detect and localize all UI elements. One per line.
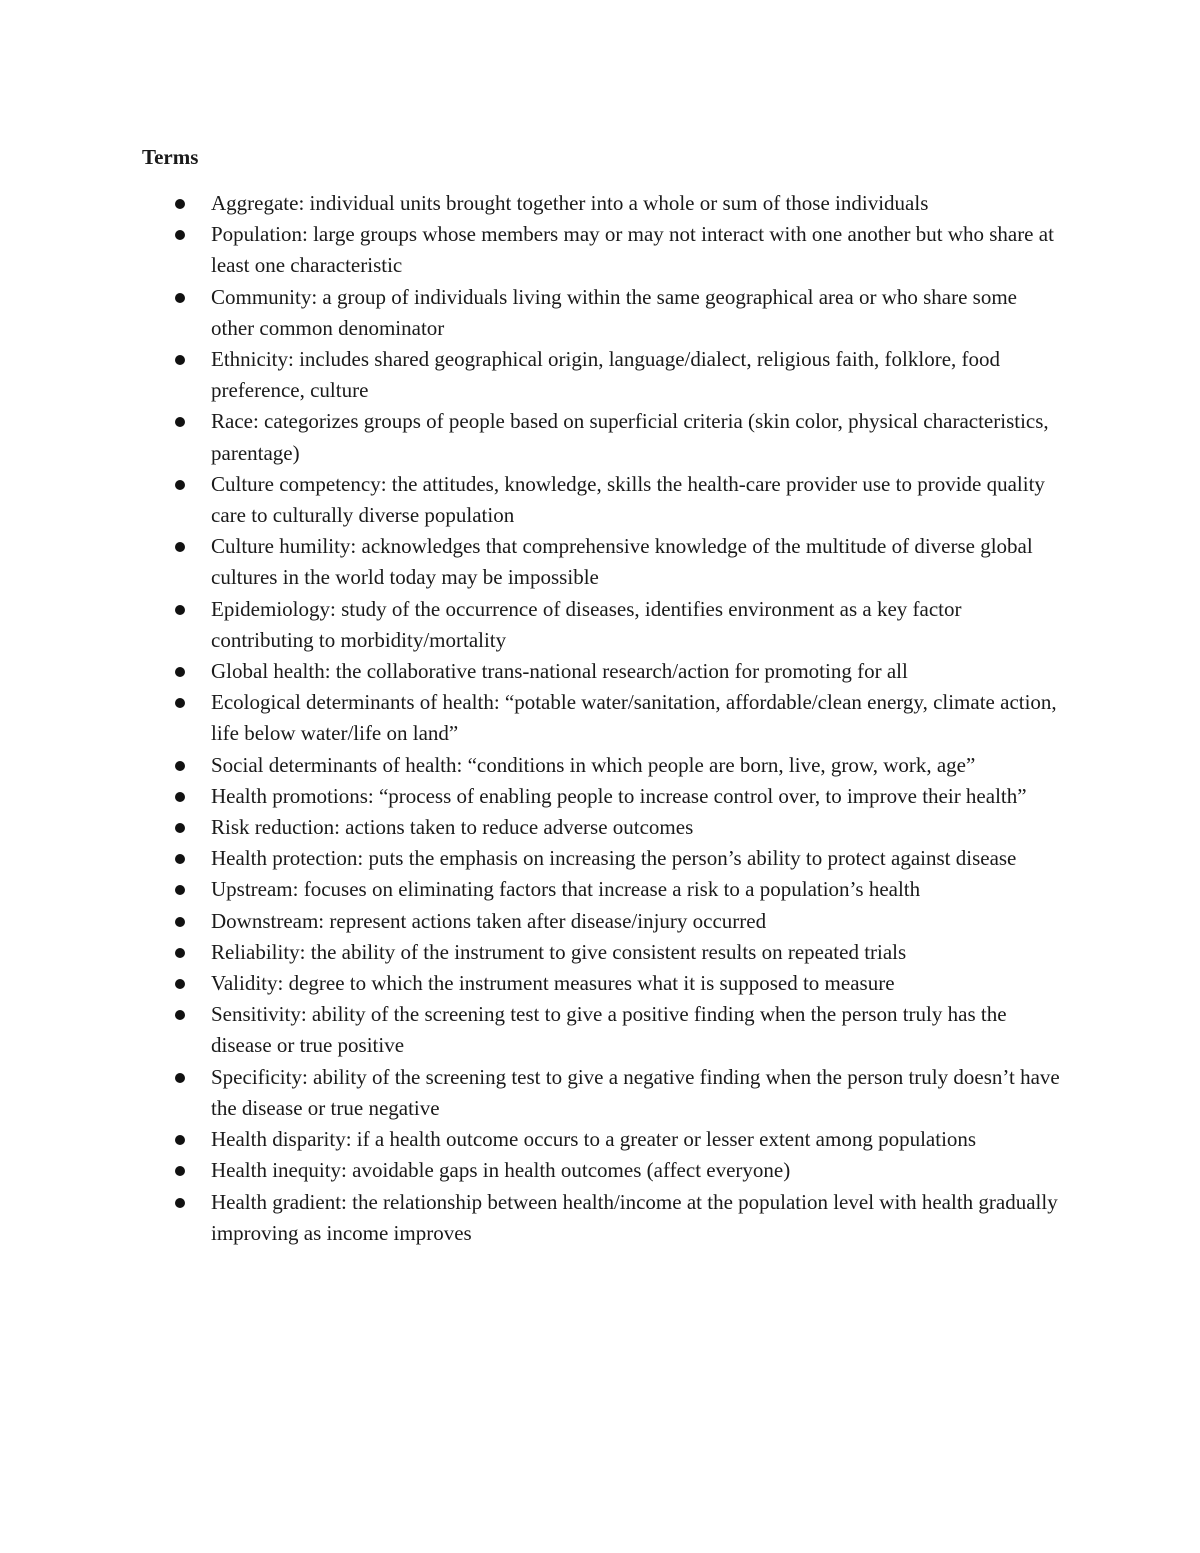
term-text: Health gradient: the relationship between health/income at the population level with health gradually improving as income improves	[211, 1189, 1058, 1245]
term-text: Upstream: focuses on eliminating factors that increase a risk to a population’s health	[211, 877, 921, 902]
bullet-icon	[175, 417, 185, 427]
bullet-icon	[175, 1135, 185, 1145]
term-item	[0, 344, 1061, 406]
term-item	[0, 469, 1061, 531]
term-item	[0, 656, 1061, 687]
bullet-icon	[175, 979, 185, 989]
term-item	[0, 874, 1061, 905]
term-text: Downstream: represent actions taken after disease/injury occurred	[211, 908, 767, 933]
term-item	[0, 594, 1061, 656]
term-item	[0, 1187, 1061, 1249]
term-item	[0, 1124, 1061, 1155]
term-text: Epidemiology: study of the occurrence of diseases, identifies environment as a key factor contributing to morbidity/mortality	[211, 596, 962, 652]
bullet-icon	[175, 1166, 185, 1176]
term-item	[0, 812, 1061, 843]
term-item	[0, 1155, 1061, 1186]
section-heading: Terms	[142, 145, 199, 169]
bullet-icon	[175, 761, 185, 771]
bullet-icon	[175, 480, 185, 490]
bullet-icon	[175, 199, 185, 209]
term-item	[0, 937, 1061, 968]
term-item	[0, 531, 1061, 593]
term-text: Health inequity: avoidable gaps in health outcomes (affect everyone)	[211, 1158, 791, 1183]
bullet-icon	[175, 355, 185, 365]
term-text: Sensitivity: ability of the screening test to give a positive finding when the person truly has the disease or true positive	[211, 1002, 1007, 1058]
term-item	[0, 968, 1061, 999]
term-item	[0, 687, 1061, 749]
term-text: Culture competency: the attitudes, knowledge, skills the health-care provider use to provide quality care to culturally diverse population	[211, 471, 1045, 528]
bullet-icon	[175, 1198, 185, 1208]
term-item	[0, 906, 1061, 937]
term-item	[0, 781, 1061, 812]
bullet-icon	[175, 792, 185, 802]
term-text: Health disparity: if a health outcome occurs to a greater or lesser extent among populations	[211, 1127, 977, 1152]
term-text: Social determinants of health: “conditions in which people are born, live, grow, work, age”	[211, 752, 976, 777]
bullet-icon	[175, 917, 185, 927]
term-text: Culture humility: acknowledges that comprehensive knowledge of the multitude of diverse global cultures in the world today may be impossible	[211, 534, 1033, 590]
term-item	[0, 282, 1061, 344]
term-text: Aggregate: individual units brought together into a whole or sum of those individuals	[211, 191, 929, 215]
bullet-icon	[175, 293, 185, 303]
term-text: Validity: degree to which the instrument measures what it is supposed to measure	[211, 971, 895, 996]
term-item	[0, 999, 1061, 1061]
bullet-icon	[175, 823, 185, 833]
term-item	[0, 1062, 1061, 1124]
term-text: Ethnicity: includes shared geographical origin, language/dialect, religious faith, folklore, food preference, culture	[211, 347, 1001, 403]
term-text: Health promotions: “process of enabling people to increase control over, to improve their health”	[211, 783, 1027, 808]
term-text: Risk reduction: actions taken to reduce adverse outcomes	[211, 815, 694, 840]
bullet-icon	[175, 885, 185, 895]
bullet-icon	[175, 948, 185, 958]
bullet-icon	[175, 542, 185, 552]
bullet-icon	[175, 667, 185, 677]
bullet-icon	[175, 230, 185, 240]
bullet-icon	[175, 1010, 185, 1020]
term-text: Specificity: ability of the screening test to give a negative finding when the person truly doesn’t have the disease or true negative	[211, 1064, 1060, 1120]
term-item	[0, 219, 1061, 281]
bullet-icon	[175, 605, 185, 615]
bullet-icon	[175, 698, 185, 708]
term-item	[0, 843, 1061, 874]
term-text: Global health: the collaborative trans-national research/action for promoting for all	[211, 659, 908, 684]
term-text: Community: a group of individuals living within the same geographical area or who share some other common denominator	[211, 284, 1017, 340]
term-text: Ecological determinants of health: “potable water/sanitation, affordable/clean energy, climate action, life below water/life on land”	[211, 690, 1057, 746]
terms-list	[0, 188, 1200, 1249]
term-item	[0, 750, 1061, 781]
bullet-icon	[175, 854, 185, 864]
bullet-icon	[175, 1073, 185, 1083]
term-text: Health protection: puts the emphasis on increasing the person’s ability to protect against disease	[211, 846, 1017, 871]
term-item	[0, 406, 1061, 468]
term-text: Race: categorizes groups of people based on superficial criteria (skin color, physical characteristics, parentage)	[211, 409, 1049, 465]
term-text: Population: large groups whose members may or may not interact with one another but who share at least one characteristic	[211, 222, 1054, 278]
term-text: Reliability: the ability of the instrument to give consistent results on repeated trials	[211, 939, 907, 964]
term-item	[0, 188, 1061, 219]
